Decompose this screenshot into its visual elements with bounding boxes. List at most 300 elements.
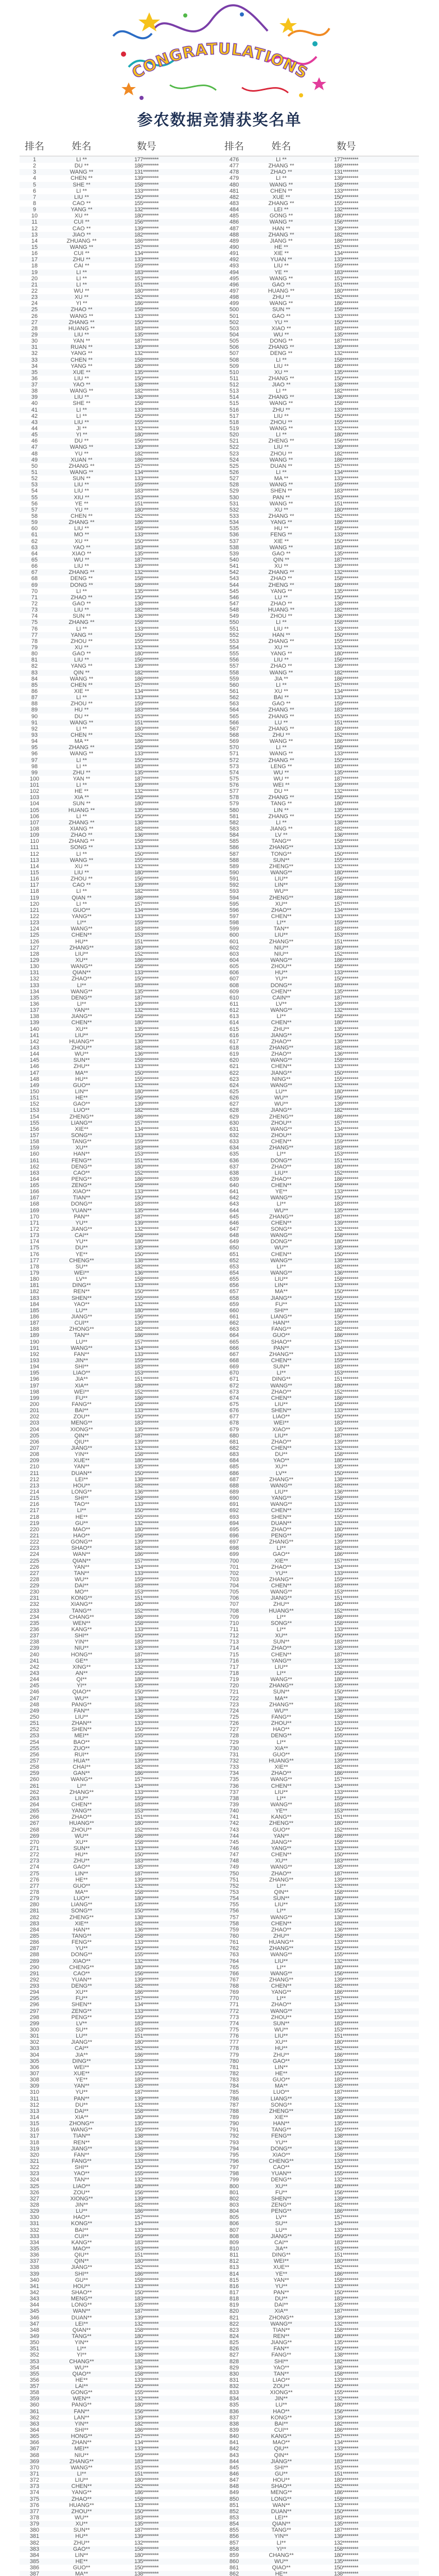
table-row [20,307,419,313]
rank-cell: 506 [229,344,239,351]
rank-cell: 693 [229,1514,239,1520]
table-row [20,2489,419,2496]
number-cell: 183******** [134,982,159,989]
rank-cell: 83 [31,669,38,676]
table-row [20,300,419,307]
rank-cell: 512 [229,382,239,388]
rank-cell: 675 [229,1401,239,1408]
number-cell: 133******** [333,913,359,920]
rank-cell: 165 [29,1182,40,1189]
table-row [20,982,419,989]
number-cell: 133******** [333,476,359,482]
name-cell: FAN** [74,2408,90,2415]
number-cell: 187******** [134,1432,159,1439]
name-cell: LIN ** [274,807,289,814]
rank-cell: 380 [29,2527,40,2534]
name-cell: SUN ** [73,801,91,807]
number-cell: 136******** [333,394,359,401]
table-row [20,463,419,469]
table-row [20,2208,419,2214]
rank-cell: 300 [29,2027,40,2033]
rank-cell: 727 [229,1726,239,1733]
name-cell: DONG ** [70,582,93,588]
table-row [20,519,419,526]
number-cell: 180******** [134,2477,159,2484]
rank-cell: 537 [229,538,239,545]
number-cell: 132******** [134,1445,159,1451]
number-cell: 134******** [333,1564,359,1570]
name-cell: JIANG ** [270,826,293,833]
name-cell: LONG** [271,2496,292,2502]
rank-cell: 109 [29,832,40,839]
name-cell: LIU** [75,951,89,957]
number-cell: 151******** [333,938,359,945]
table-row [20,513,419,519]
table-row [20,714,419,720]
number-cell: 152******** [134,732,159,738]
table-row [20,2214,419,2221]
rank-cell: 501 [229,313,239,319]
name-cell: LI ** [76,413,87,419]
number-cell: 133******** [134,844,159,851]
name-cell: XUE** [273,2264,290,2271]
rank-cell: 34 [31,363,38,369]
name-cell: QIAN** [72,1557,91,1564]
table-row [20,163,419,169]
name-cell: XUE ** [272,194,290,200]
table-row [20,507,419,513]
number-cell: 133******** [134,625,159,632]
number-cell: 180******** [333,870,359,876]
table-row [20,1020,419,1026]
table-row [20,1733,419,1739]
name-cell: XIE** [274,2114,288,2121]
name-cell: LU** [76,1307,87,1314]
table-row [20,2152,419,2158]
rank-cell: 318 [29,2139,40,2146]
rank-cell: 252 [29,1726,40,1733]
number-cell: 139******** [333,1539,359,1546]
number-cell: 187******** [134,338,159,345]
table-row [20,782,419,788]
rank-cell: 661 [229,1314,239,1320]
table-row [20,826,419,832]
number-cell: 152******** [333,1170,359,1176]
name-cell: WANG ** [69,169,94,176]
number-cell: 157******** [333,244,359,250]
rank-cell: 260 [29,1776,40,1783]
number-cell: 180******** [333,1745,359,1752]
table-row [20,1977,419,1983]
rank-cell: 262 [29,1789,40,1795]
number-cell: 186******** [333,519,359,526]
name-cell: DAI** [75,2108,89,2114]
number-cell: 139******** [134,563,159,570]
name-cell: YU** [75,1219,88,1226]
confetti-dot [240,12,244,16]
number-cell: 150******** [333,1414,359,1420]
name-cell: LIN** [75,2552,89,2558]
number-cell: 186******** [333,894,359,901]
number-cell: 133******** [134,476,159,482]
table-row [20,1696,419,1702]
rank-cell: 542 [229,569,239,576]
name-cell: XU ** [274,563,288,570]
number-cell: 135******** [134,1207,159,1214]
rank-cell: 567 [229,725,239,732]
name-cell: QIAN** [72,2327,91,2333]
table-row [20,1389,419,1395]
name-cell: ZHANG ** [268,394,294,401]
number-cell: 152******** [333,951,359,957]
name-cell: HOU** [73,2283,90,2290]
number-cell: 138******** [134,382,159,388]
rank-cell: 605 [229,963,239,970]
name-cell: XIE** [274,1557,288,1564]
name-cell: HU** [275,2045,288,2052]
number-cell: 150******** [134,1633,159,1639]
table-row [20,282,419,288]
rank-cell: 594 [229,894,239,901]
table-row [20,1933,419,1939]
name-cell: LI** [276,1626,286,1633]
number-cell: 183******** [333,2077,359,2083]
number-cell: 136******** [333,1926,359,1933]
rank-cell: 601 [229,938,239,945]
rank-cell: 92 [31,725,38,732]
rank-cell: 657 [229,1289,239,1295]
table-row [20,2190,419,2196]
table-row [20,388,419,394]
rank-cell: 193 [29,1358,40,1364]
name-cell: ZHONG** [69,2121,94,2127]
name-cell: WEI** [74,1388,90,1395]
number-cell: 186******** [333,1113,359,1120]
number-cell: 159******** [333,1576,359,1583]
number-cell: 150******** [333,2383,359,2390]
number-cell: 186******** [134,456,159,463]
number-cell: 133******** [134,257,159,263]
number-cell: 134******** [333,250,359,257]
number-cell: 159******** [134,1576,159,1583]
number-cell: 183******** [134,1801,159,1808]
name-cell: JIANG** [71,2039,92,2046]
number-cell: 186******** [134,1833,159,1839]
number-cell: 139******** [333,1320,359,1327]
winners-table [20,138,419,2576]
table-row [20,1507,419,1514]
rank-cell: 596 [229,907,239,913]
number-cell: 183******** [333,1364,359,1370]
rank-cell: 120 [29,901,40,907]
rank-cell: 94 [31,738,38,745]
number-cell: 180******** [333,432,359,438]
name-cell: MAO** [272,2439,290,2446]
number-cell: 186******** [134,1332,159,1339]
ribbon-streamer [170,85,216,90]
rank-cell: 751 [229,1876,239,1883]
number-cell: 182******** [134,231,159,238]
name-cell: SUN** [73,1845,90,1852]
table-row [20,2290,419,2296]
table-row [20,532,419,538]
table-row [20,2565,419,2571]
table-row [20,1427,419,1433]
name-cell: GUO** [272,1751,290,1758]
table-row [20,344,419,350]
rank-cell: 71 [31,594,38,601]
name-cell: WANG** [270,1501,292,1508]
table-row [20,882,419,888]
number-cell: 158******** [134,181,159,188]
number-cell: 134******** [333,1126,359,1132]
number-cell: 183******** [333,1145,359,1151]
rank-cell: 857 [229,2539,239,2546]
name-cell: RUI** [74,1751,89,1758]
table-row [20,1971,419,1977]
rank-cell: 344 [29,2302,40,2309]
rank-cell: 385 [29,2558,40,2565]
name-cell: ZHAN** [72,1720,92,1727]
rank-cell: 322 [29,2164,40,2171]
rank-cell: 837 [229,2414,239,2421]
number-cell: 159******** [333,701,359,707]
rank-cell: 119 [30,894,39,901]
name-cell: LUO** [73,1895,90,1902]
name-cell: ZHANG** [269,1145,294,1151]
rank-cell: 72 [31,600,38,607]
rank-cell: 317 [29,2133,40,2140]
name-cell: XU ** [75,538,89,545]
rank-cell: 166 [29,1189,40,1195]
name-cell: ZHANG** [69,1789,94,1795]
rank-cell: 76 [31,625,38,632]
rank-cell: 817 [229,2289,239,2296]
table-row [20,1927,419,1933]
rank-cell: 726 [229,1720,239,1727]
name-cell: LI ** [276,175,287,182]
name-cell: XU** [75,1145,88,1151]
name-cell: ZHANG ** [68,463,95,469]
name-cell: DUAN** [271,1520,292,1527]
number-cell: 139******** [333,1001,359,1007]
rank-cell: 346 [29,2314,40,2321]
name-cell: XU ** [75,294,89,301]
table-row [20,363,419,369]
name-cell: JIANG** [71,1013,92,1020]
name-cell: YANG ** [71,632,93,638]
number-cell: 186******** [134,519,159,526]
table-row [20,895,419,901]
number-cell: 133******** [134,2446,159,2452]
table-row [20,1070,419,1076]
number-cell: 153******** [134,1370,159,1377]
number-cell: 158******** [333,2151,359,2158]
rank-cell: 203 [29,1420,40,1427]
table-row [20,939,419,945]
rank-cell: 142 [29,1038,40,1045]
name-cell: LIU ** [74,870,89,876]
number-cell: 158******** [134,1714,159,1721]
number-cell: 132******** [134,2320,159,2327]
table-row [20,1314,419,1320]
name-cell: LIU** [274,1488,288,1495]
rank-cell: 288 [29,1952,40,1958]
name-cell: CAO** [73,1970,90,1977]
table-row [20,1095,419,1101]
rank-cell: 491 [229,250,239,257]
number-cell: 139******** [333,175,359,182]
name-cell: WU** [274,1207,288,1214]
table-row [20,438,419,444]
table-row [20,1952,419,1958]
number-cell: 156******** [134,1751,159,1758]
table-row [20,1852,419,1858]
number-cell: 138******** [333,1257,359,1264]
number-cell: 150******** [333,413,359,419]
table-row [20,726,419,732]
rank-cell: 383 [29,2546,40,2552]
number-cell: 139******** [333,1219,359,1226]
number-cell: 182******** [333,1263,359,1270]
rank-cell: 855 [229,2527,239,2534]
name-cell: ZHOU** [271,963,292,970]
table-row [20,1564,419,1570]
rank-cell: 14 [31,238,38,244]
table-row [20,1477,419,1483]
rank-cell: 569 [229,738,239,745]
name-cell: YAO ** [73,382,91,388]
number-cell: 186******** [134,675,159,682]
rank-cell: 850 [229,2496,239,2502]
number-cell: 186******** [134,894,159,901]
table-row [20,1539,419,1545]
rank-cell: 562 [229,694,239,701]
table-row [20,2527,419,2533]
number-cell: 158******** [333,1670,359,1677]
table-row [20,2340,419,2346]
rank-cell: 613 [229,1013,239,1020]
number-cell: 132******** [134,863,159,870]
number-cell: 156******** [134,876,159,883]
rank-cell: 304 [29,2052,40,2058]
name-cell: ZUO** [73,1745,90,1752]
name-cell: ZHENG** [269,1113,294,1120]
name-cell: LI** [276,1908,286,1914]
number-cell: 136******** [333,1270,359,1277]
number-cell: 150******** [134,813,159,820]
rank-cell: 256 [29,1751,40,1758]
name-cell: YAO** [74,1301,90,1308]
name-cell: SU** [75,2027,88,2033]
table-row [20,1745,419,1752]
name-cell: XU ** [274,644,288,651]
number-cell: 180******** [333,582,359,588]
rank-cell: 349 [29,2333,40,2340]
name-cell: LU** [275,1088,287,1095]
number-cell: 156******** [333,1314,359,1320]
rank-cell: 677 [229,1414,239,1420]
rank-cell: 765 [229,1964,239,1971]
number-cell: 150******** [134,1945,159,1952]
rank-cell: 664 [229,1332,239,1339]
number-cell: 133******** [134,1789,159,1795]
name-cell: WANG ** [69,719,94,726]
name-cell: SUN** [273,1364,290,1370]
name-cell: QIN** [274,1889,289,1895]
number-cell: 155******** [333,1295,359,1301]
name-cell: MA** [274,1695,288,1702]
rank-cell: 19 [31,269,38,276]
rank-cell: 327 [29,2195,40,2202]
name-cell: YU ** [75,506,89,513]
number-cell: 182******** [333,1983,359,1990]
table-row [20,1414,419,1420]
rank-cell: 107 [29,819,40,826]
rank-cell: 270 [29,1839,40,1845]
rank-cell: 526 [229,469,239,476]
rank-cell: 302 [29,2039,40,2046]
rank-cell: 150 [29,1088,40,1095]
name-cell: LI** [276,1614,286,1620]
table-row [20,1664,419,1670]
rank-cell: 814 [229,2270,239,2277]
number-cell: 132******** [134,1520,159,1527]
table-row [20,932,419,938]
name-cell: LI** [276,2539,286,2546]
table-header [20,138,419,157]
rank-cell: 556 [229,657,239,664]
name-cell: WANG** [71,1345,93,1351]
name-cell: HUANG** [69,2502,94,2509]
number-cell: 187******** [333,1651,359,1658]
name-cell: DONG ** [270,338,293,345]
number-cell: 153******** [134,1808,159,1815]
rank-cell: 9 [32,207,37,213]
name-cell: WU** [75,1051,89,1058]
name-cell: LIU ** [74,482,89,488]
number-cell: 186******** [134,1989,159,1996]
number-cell: 182******** [134,2420,159,2427]
ribbon-streamer [242,88,288,93]
rank-cell: 847 [229,2477,239,2484]
name-cell: LI** [276,1995,286,2002]
rank-cell: 185 [29,1307,40,1314]
name-cell: CHEN** [271,913,292,920]
rank-cell: 804 [229,2208,239,2215]
number-cell: 159******** [134,2233,159,2240]
number-cell: 139******** [333,1976,359,1983]
rank-cell: 69 [31,582,38,588]
number-cell: 133******** [333,970,359,976]
number-cell: 158******** [333,400,359,407]
rank-cell: 131 [29,970,40,976]
rank-cell: 835 [229,2402,239,2409]
rank-cell: 80 [31,651,38,657]
number-cell: 157******** [134,244,159,250]
rank-cell: 555 [229,651,239,657]
name-cell: SHEN** [271,1514,292,1520]
number-cell: 133******** [333,1351,359,1358]
name-cell: GAN** [73,1770,90,1777]
table-row [20,476,419,482]
number-cell: 135******** [333,769,359,776]
rank-cell: 495 [229,275,239,282]
number-cell: 151******** [134,500,159,507]
number-cell: 182******** [134,2201,159,2208]
name-cell: YE** [275,1808,288,1815]
name-cell: DUAN** [71,2314,92,2321]
